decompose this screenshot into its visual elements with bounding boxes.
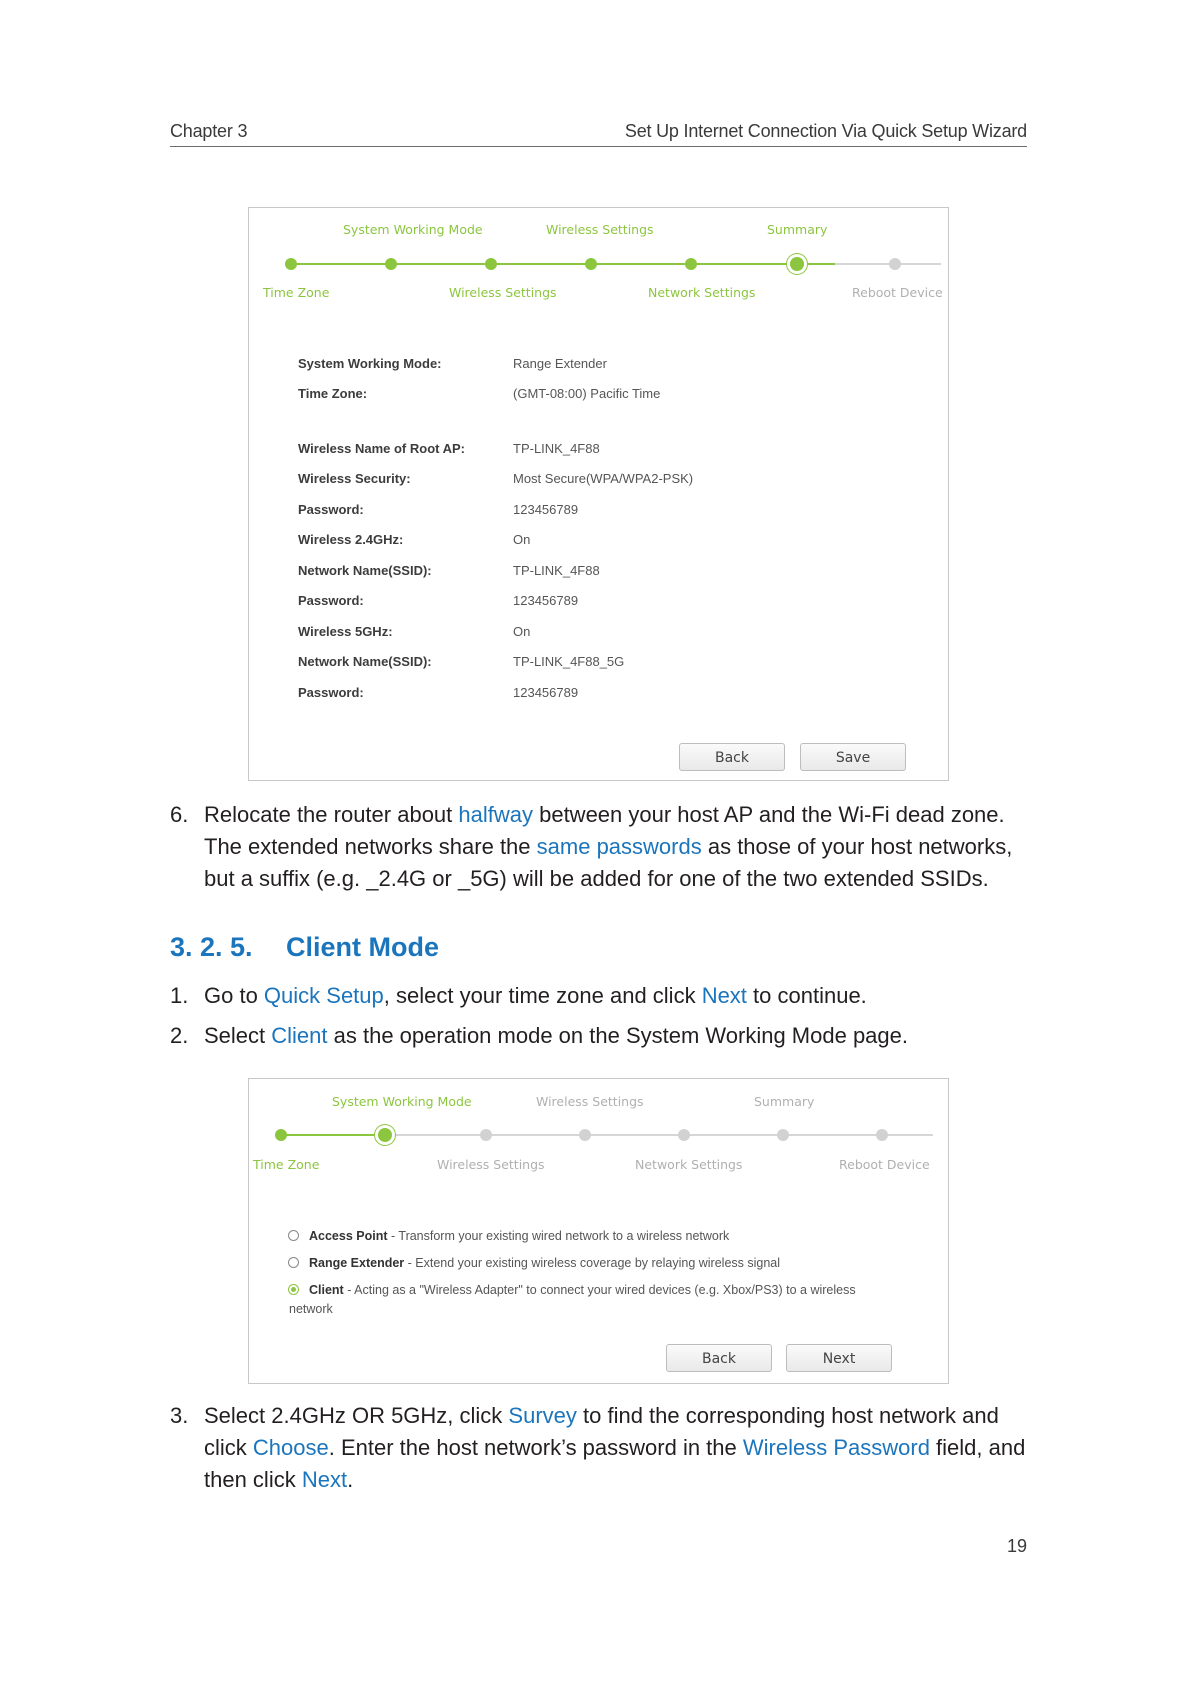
radio-client-selected[interactable] (288, 1284, 299, 1295)
text: as those of your host networks, (701, 834, 1013, 859)
option-name: Client (309, 1283, 344, 1297)
step-label-reboot-device: Reboot Device (839, 1157, 930, 1172)
text: field, and (929, 1435, 1026, 1460)
back-button[interactable]: Back (679, 743, 785, 771)
text: Relocate the router about (204, 802, 459, 827)
summary-label: Wireless 5GHz: (298, 624, 393, 639)
step-label-wireless-settings-2: Wireless Settings (437, 1157, 545, 1172)
step-number: 2. (170, 1023, 189, 1048)
progress-track-done (291, 263, 835, 265)
summary-value: (GMT-08:00) Pacific Time (513, 386, 661, 401)
progress-dot-pending (678, 1129, 690, 1141)
progress-dot (285, 258, 297, 270)
text: then click (204, 1467, 302, 1492)
summary-label: Wireless 2.4GHz: (298, 532, 404, 547)
progress-track-pending (385, 1134, 933, 1136)
step-label-wireless-settings: Wireless Settings (536, 1094, 644, 1109)
chapter-title: Set Up Internet Connection Via Quick Setup Wizard (624, 121, 1027, 141)
option-desc: - Acting as a "Wireless Adapter" to connect your wired devices (e.g. Xbox/PS3) to a wireless (343, 1283, 856, 1297)
summary-value: TP-LINK_4F88 (513, 441, 600, 456)
summary-label: Wireless Name of Root AP: (298, 441, 465, 456)
back-button[interactable]: Back (666, 1344, 772, 1372)
option-client-wrap: network (289, 1302, 333, 1316)
text: Select (204, 1023, 272, 1048)
progress-dot (275, 1129, 287, 1141)
progress-dot-current (378, 1128, 392, 1142)
radio-access-point[interactable] (288, 1230, 299, 1241)
step-label-system-working-mode: System Working Mode (343, 222, 483, 237)
summary-label: Network Name(SSID): (298, 654, 432, 669)
text: to find the corresponding host network and (576, 1403, 999, 1428)
summary-label: Password: (298, 685, 364, 700)
text: Go to (204, 983, 264, 1008)
step3-line2 (204, 1432, 1027, 1464)
text: as the operation mode on the System Working Mode page. (327, 1023, 909, 1048)
next-link[interactable]: Next (301, 1467, 348, 1492)
wireless-password-link[interactable]: Wireless Password (742, 1435, 930, 1460)
summary-label: Network Name(SSID): (298, 563, 432, 578)
step-label-wireless-settings: Wireless Settings (546, 222, 654, 237)
progress-track-pending (835, 263, 941, 265)
progress-track-done (281, 1134, 385, 1136)
progress-dot-pending (889, 258, 901, 270)
survey-link[interactable]: Survey (508, 1403, 577, 1428)
chapter-label: Chapter 3 (170, 121, 248, 141)
step-label-network-settings: Network Settings (648, 285, 756, 300)
progress-dot-pending (777, 1129, 789, 1141)
text: . Enter the host network’s password in the (328, 1435, 743, 1460)
text: . (347, 1467, 354, 1492)
text: , select your time zone and click (383, 983, 702, 1008)
summary-value: Most Secure(WPA/WPA2-PSK) (513, 471, 694, 486)
header-divider (170, 146, 1027, 147)
next-button[interactable]: Next (786, 1344, 892, 1372)
section-number: 3. 2. 5. (170, 932, 253, 962)
step6-line1 (204, 799, 1027, 831)
quick-setup-link[interactable]: Quick Setup (263, 983, 384, 1008)
same-passwords-link[interactable]: same passwords (536, 834, 702, 859)
save-button[interactable]: Save (800, 743, 906, 771)
step3-line1 (204, 1400, 1027, 1432)
option-desc: - Extend your existing wireless coverage by relaying wireless signal (404, 1256, 781, 1270)
option-client[interactable] (288, 1283, 856, 1297)
step-number: 6. (170, 802, 189, 827)
option-name: Range Extender (309, 1256, 405, 1270)
step-label-system-working-mode: System Working Mode (332, 1094, 472, 1109)
summary-value: 123456789 (513, 593, 579, 608)
summary-value: On (513, 624, 531, 639)
option-desc: - Transform your existing wired network to a wireless network (387, 1229, 730, 1243)
client-link[interactable]: Client (271, 1023, 328, 1048)
step2-text (204, 1020, 1027, 1052)
progress-dot (685, 258, 697, 270)
step-label-summary: Summary (767, 222, 828, 237)
radio-range-extender[interactable] (288, 1257, 299, 1268)
option-range-extender[interactable] (288, 1256, 780, 1270)
step-label-wireless-settings-2: Wireless Settings (449, 285, 557, 300)
summary-value: Range Extender (513, 356, 607, 371)
page-number: 19 (1006, 1536, 1027, 1556)
summary-value: TP-LINK_4F88 (513, 563, 600, 578)
step3-line3 (204, 1464, 1027, 1496)
progress-dot-pending (876, 1129, 888, 1141)
halfway-link[interactable]: halfway (458, 802, 533, 827)
step6-line2 (204, 831, 1027, 863)
progress-dot (585, 258, 597, 270)
step-number: 3. (170, 1403, 189, 1428)
summary-label: Password: (298, 502, 364, 517)
step-number: 1. (170, 983, 189, 1008)
step-label-time-zone: Time Zone (253, 1157, 320, 1172)
step-label-reboot-device: Reboot Device (852, 285, 943, 300)
summary-value: On (513, 532, 531, 547)
text: The extended networks share the (204, 834, 537, 859)
option-access-point[interactable] (288, 1229, 729, 1243)
step6-line3: but a suffix (e.g. _2.4G or _5G) will be added for one of the two extended SSIDs. (204, 866, 989, 891)
progress-dot-current (790, 257, 804, 271)
text: to continue. (746, 983, 867, 1008)
text: Select 2.4GHz OR 5GHz, click (204, 1403, 509, 1428)
choose-link[interactable]: Choose (252, 1435, 329, 1460)
text: click (204, 1435, 253, 1460)
progress-dot (485, 258, 497, 270)
summary-label: System Working Mode: (298, 356, 442, 371)
summary-label: Time Zone: (298, 386, 368, 401)
step-label-time-zone: Time Zone (263, 285, 330, 300)
summary-value: TP-LINK_4F88_5G (513, 654, 625, 669)
section-title: Client Mode (286, 932, 439, 962)
summary-value: 123456789 (513, 502, 579, 517)
progress-dot-pending (579, 1129, 591, 1141)
summary-label: Password: (298, 593, 364, 608)
summary-label: Wireless Security: (298, 471, 411, 486)
progress-dot (385, 258, 397, 270)
step-label-network-settings: Network Settings (635, 1157, 743, 1172)
text: between your host AP and the Wi-Fi dead zone. (532, 802, 1005, 827)
progress-dot-pending (480, 1129, 492, 1141)
step1-text (204, 980, 1027, 1012)
summary-value: 123456789 (513, 685, 579, 700)
option-name: Access Point (309, 1229, 388, 1243)
next-link[interactable]: Next (701, 983, 747, 1008)
step-label-summary: Summary (754, 1094, 815, 1109)
